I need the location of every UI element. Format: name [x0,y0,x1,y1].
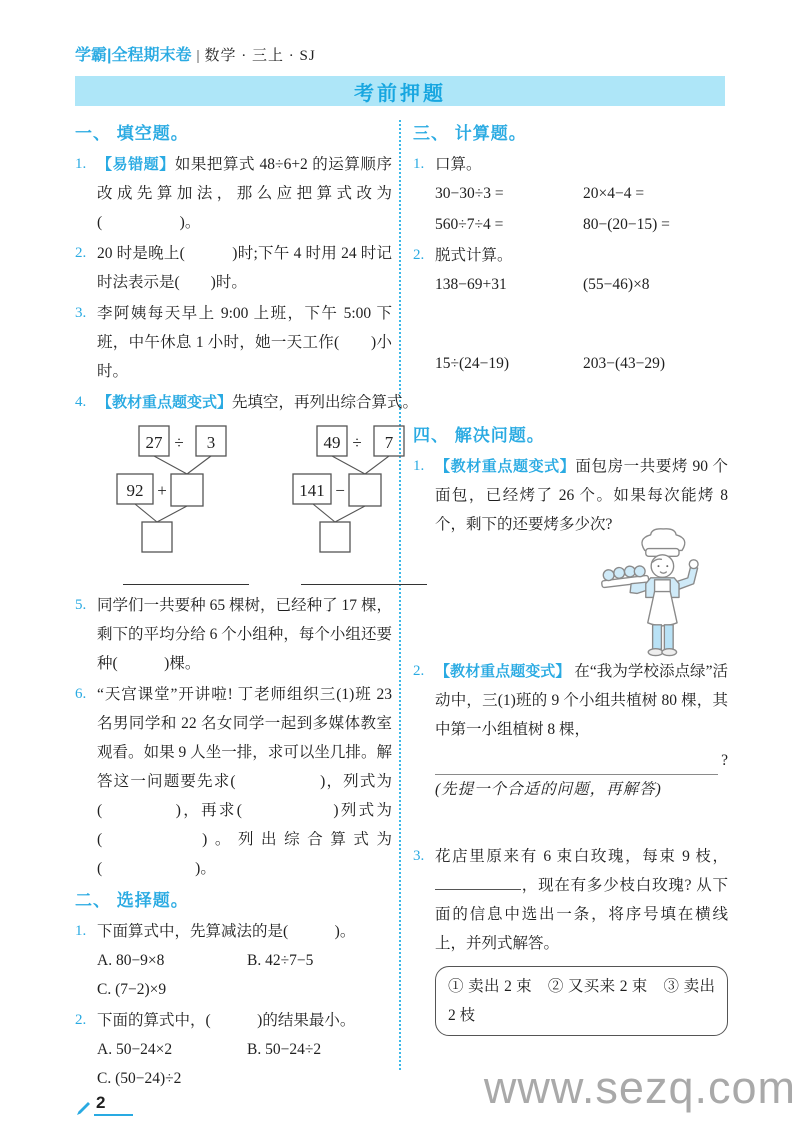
tree-diagram-svg [111,423,261,555]
fill-question-4 [75,388,419,585]
question-number: 1. [413,458,425,474]
page-title: 考前押题 [354,82,446,105]
question-tag: 【易错题】 [97,156,175,173]
question-text: 下面的算式中，( )的结果最小。 [97,1012,356,1029]
blank-box[interactable] [142,522,172,552]
oral-calc-item[interactable]: 20×4−4 = [583,185,645,202]
subject-label: 数学 · 三上 · SJ [204,48,316,64]
tree-operator-2: + [157,481,167,500]
option-a[interactable]: A. 80−9×8 [97,952,165,969]
stepwise-calc-item[interactable]: 15÷(24−19) [435,355,510,372]
section-1-heading: 一、 填空题。 [75,124,189,143]
question-number: 5. [75,597,87,613]
question-tag: 【教材重点题变式】 [97,394,233,411]
tree-value-c: 141 [299,481,325,500]
tree-value-a: 49 [323,433,341,452]
question-number: 6. [75,686,87,702]
word-problem-1 [413,452,728,539]
option-c[interactable]: C. (7−2)×9 [97,981,167,998]
question-number: 1. [75,156,87,172]
question-number: 2. [75,1012,87,1028]
question-tag: 【教材重点题变式】 [435,458,576,475]
fill-question-1 [75,150,392,237]
choice-question-2 [75,1006,392,1093]
question-number: 1. [75,923,87,939]
fill-question-2 [75,239,392,297]
calc-question-1 [413,150,728,239]
choice-question-1 [75,917,392,1004]
question-number: 2. [413,247,425,263]
column-divider [399,120,401,1070]
left-column [75,120,419,1095]
tree-value-c: 92 [126,481,144,500]
page-number: 2 [94,1093,133,1116]
stepwise-calc-item[interactable]: (55−46)×8 [583,276,650,293]
oral-calc-item[interactable]: 560÷7÷4 = [435,216,504,233]
question-number: 3. [413,848,425,864]
tree-value-a: 27 [145,433,163,452]
question-text-post: ，现在有多少枝白玫瑰? 从下面的信息中选出一条，将序号填在横线上，并列式解答。 [435,877,728,952]
baker-illustration [592,527,724,659]
answer-line[interactable] [123,569,249,585]
question-number: 1. [413,156,425,172]
tree-value-b: 7 [384,433,394,452]
pencil-icon [76,1100,92,1116]
calc-question-2 [413,241,728,416]
option-b[interactable]: B. 42÷7−5 [247,952,314,969]
question-number: 3. [75,305,87,321]
stepwise-calc-item[interactable]: 138−69+31 [435,276,507,293]
stepwise-calc-item[interactable]: 203−(43−29) [583,355,666,372]
question-hint: (先提一个合适的问题，再解答) [435,781,662,798]
answer-blank-row [435,746,728,775]
title-banner [75,76,725,106]
question-tag: 【教材重点题变式】 [435,663,571,680]
question-text: 同学们一共要种 65 棵树，已经种了 17 棵，剩下的平均分给 6 个小组种，每个小组还要种( )棵。 [97,597,392,672]
option-a[interactable]: A. 50−24×2 [97,1041,173,1058]
option-c[interactable]: C. (50−24)÷2 [97,1070,182,1087]
question-text: 面包房一共要烤 90 个面包，已经烤了 26 个。如果每次能烤 8 个，剩下的还要烤多少次? [435,458,728,533]
header-separator: | [196,48,200,64]
section-3-heading: 三、 计算题。 [413,124,527,143]
question-text: 20 时是晚上( )时;下午 4 时用 24 时记时法表示是( )时。 [97,245,392,291]
question-text: 在“我为学校添点绿”活动中，三(1)班的 9 个小组共植树 80 棵，其中第一小组植树 8 棵， [435,663,728,738]
page-footer [76,1093,133,1116]
word-problem-2 [413,657,728,804]
tree-diagram-left [111,423,261,585]
question-number: 2. [75,245,87,261]
fill-question-5 [75,591,392,678]
section-4-heading: 四、 解决问题。 [413,426,545,445]
question-text: 先填空，再列出综合算式。 [232,394,419,411]
tree-operator-1: ÷ [352,433,362,452]
question-mark: ? [721,752,728,769]
blank-box[interactable] [349,474,381,506]
option-b[interactable]: B. 50−24÷2 [247,1041,322,1058]
tree-operator-1: ÷ [174,433,184,452]
right-column [413,120,728,1038]
inline-answer-blank[interactable] [435,876,521,890]
question-label: 口算。 [435,156,482,173]
blank-box[interactable] [171,474,203,506]
question-text: 如果把算式 48÷6+2 的运算顺序改成先算加法，那么应把算式改为( )。 [97,156,392,231]
question-text: “天宫课堂”开讲啦! 丁老师组织三(1)班 23 名男同学和 22 名女同学一起到多媒体教室观看。如果 9 人坐一排，求可以坐几排。解答这一问题要先求( )，列式为( )，再求( )列式为( )。列出综合算式为( )。 [97,686,392,877]
question-text-pre: 花店里原来有 6 束白玫瑰，每束 9 枝， [435,848,728,865]
info-choices-box: ① 卖出 2 束 ② 又买来 2 束 ③ 卖出 2 枝 [435,966,728,1036]
page-header [75,42,316,65]
tree-value-b: 3 [206,433,216,452]
section-2-heading: 二、 选择题。 [75,891,189,910]
oral-calc-item[interactable]: 30−30÷3 = [435,185,504,202]
answer-blank-line[interactable] [435,755,718,775]
tree-operator-2: − [335,481,345,500]
baker-illustration-area [413,541,728,657]
watermark: www.sezq.com [483,1062,796,1113]
oral-calc-item[interactable]: 80−(20−15) = [583,216,670,233]
answer-line[interactable] [301,569,427,585]
question-text: 下面算式中，先算减法的是( )。 [97,923,356,940]
number-tree-diagrams [111,423,439,585]
question-number: 2. [413,663,425,679]
question-text: 李阿姨每天早上 9:00 上班，下午 5:00 下班，中午休息 1 小时，她一天工作( )小时。 [97,305,392,380]
question-label: 脱式计算。 [435,247,513,264]
fill-question-3 [75,299,392,386]
fill-question-6 [75,680,392,883]
question-number: 4. [75,394,87,410]
word-problem-3 [413,842,728,1036]
blank-box[interactable] [320,522,350,552]
brand-title: 学霸|全程期末卷 [75,47,192,64]
